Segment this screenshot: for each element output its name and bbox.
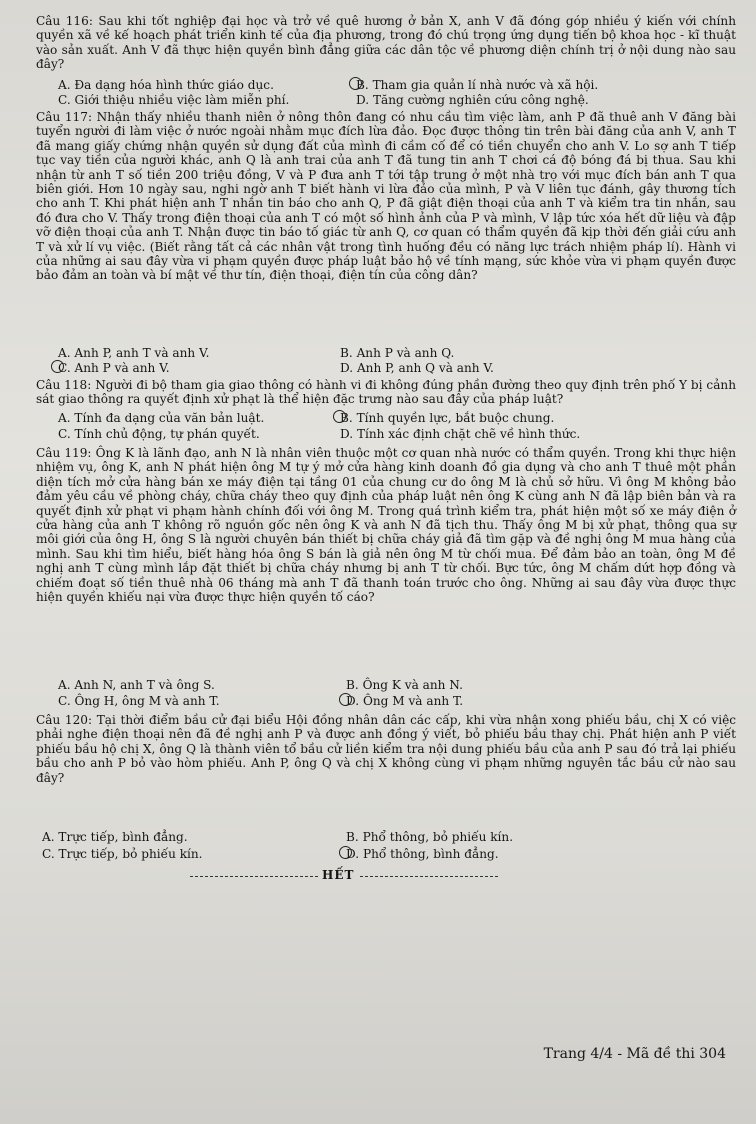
q117-option-c: C. Anh P và anh V. [58,361,170,375]
q117-option-a: A. Anh P, anh T và anh V. [58,346,210,360]
q120-option-d: D. Phổ thông, bình đẳng. [346,847,499,861]
question-116-stem: Câu 116: Sau khi tốt nghiệp đại học và trở về quê hương ở bản X, anh V đã đóng góp nhiều ý kiến với chính quyền xã về kế hoạch phát triển kinh tế của địa phương, trong đó chú trọng ứng dụng tiến bộ khoa học - kĩ thuật vào sản xuất. Anh V đã thực hiện quyền bình đẳng giữa các dân tộc về phương diện chính trị ở nội dung nào sau đây? [36,14,736,72]
question-118-stem: Câu 118: Người đi bộ tham gia giao thông có hành vi đi không đúng phần đường theo quy định trên phố Y bị cảnh sát giao thông ra quyết định xử phạt là thể hiện đặc trưng nào sau đây của pháp luật? [36,378,736,407]
end-divider-right [360,876,498,877]
q117-option-d: D. Anh P, anh Q và anh V. [340,361,494,375]
q118-option-b: B. Tính quyền lực, bắt buộc chung. [340,411,555,425]
page-footer: Trang 4/4 - Mã đề thi 304 [543,1046,726,1062]
q118-option-a: A. Tính đa dạng của văn bản luật. [58,411,265,425]
end-divider-left [190,876,318,877]
q118-option-c: C. Tính chủ động, tự phán quyết. [58,427,260,441]
q116-answer-circle [349,77,362,90]
q119-option-a: A. Anh N, anh T và ông S. [58,678,215,692]
q120-option-b: B. Phổ thông, bỏ phiếu kín. [346,830,514,844]
q117-answer-circle [51,360,64,373]
q116-option-b: B. Tham gia quản lí nhà nước và xã hội. [356,78,599,92]
question-119-stem: Câu 119: Ông K là lãnh đạo, anh N là nhân viên thuộc một cơ quan nhà nước có thẩm quyền. Trong khi thực hiện nhiệm vụ, ông K, anh N phát hiện ông M tự ý mở cửa hàng kinh doanh đồ gia dụng và cho anh T thuê một phần diện tích mở cửa hàng bán xe máy điện tại tầng 01 của chung cư do ông M là chủ sở hữu. Vì ông M không bảo đảm yêu cầu về phòng cháy, chữa cháy theo quy định của pháp luật nên ông K cùng anh N đã lập biên bản và ra quyết định xử phạt vi phạm hành chính đối với ông M. Trong quá trình kiểm tra, phát hiện một số xe máy điện ở cửa hàng của anh T không rõ nguồn gốc nên ông K và anh N đã tịch thu. Thấy ông M bị xử phạt, thông qua sự môi giới của ông H, ông S là người chuyên bán thiết bị chữa cháy giả đã tìm gặp và đề nghị ông M mua hàng của mình. Sau khi tìm hiểu, biết hàng hóa ông S bán là giả nên ông M từ chối mua. Để đảm bảo an toàn, ông M đề nghị anh T cùng mình lắp đặt thiết bị chữa cháy nhưng bị anh T từ chối. Bực tức, ông M chấm dứt hợp đồng và chiếm đoạt số tiền thuê nhà 06 tháng mà anh T đã thanh toán trước cho ông. Những ai sau đây vừa được thực hiện quyền khiếu nại vừa được thực hiện quyền tố cáo? [36,446,736,605]
q116-option-a: A. Đa dạng hóa hình thức giáo dục. [58,78,274,92]
q119-option-c: C. Ông H, ông M và anh T. [58,694,220,708]
q116-option-c: C. Giới thiệu nhiều việc làm miễn phí. [58,93,290,107]
q119-option-b: B. Ông K và anh N. [346,678,463,692]
question-117-stem: Câu 117: Nhận thấy nhiều thanh niên ở nông thôn đang có nhu cầu tìm việc làm, anh P đã thuê anh V đăng bài tuyển người đi làm việc ở nước ngoài nhằm mục đích lừa đảo. Đọc được thông tin trên bài đăng của anh V, anh T đã mang giấy chứng nhận quyền sử dụng đất của mình đi cầm cố để có tiền chuyển cho anh V. Lo sợ anh T tiếp tục vay tiền của người khác, anh Q là anh trai của anh T đã tung tin anh T chơi cá độ bóng đá bị thua. Sau khi nhận từ anh T số tiền 200 triệu đồng, V và P đưa anh T tới tập trung ở một nhà trọ với mục đích bán anh T qua biên giới. Hơn 10 ngày sau, nghi ngờ anh T biết hành vi lừa đảo của mình, P và V liên tục đánh, gây thương tích cho anh T. Khi phát hiện anh T nhắn tin báo cho anh Q, P đã giật điện thoại của anh T và kiểm tra tin nhắn, sau đó đưa cho V. Thấy trong điện thoại của anh T có một số hình ảnh của P và mình, V lập tức xóa hết dữ liệu và đập vỡ điện thoại của anh T. Nhận được tin báo tố giác từ anh Q, cơ quan có thẩm quyền đã kịp thời đến giải cứu anh T và xử lí vụ việc. (Biết rằng tất cả các nhân vật trong tình huống đều có năng lực trách nhiệm pháp lí). Hành vi của những ai sau đây vừa vi phạm quyền được pháp luật bảo hộ về tính mạng, sức khỏe vừa vi phạm quyền được bảo đảm an toàn và bí mật về thư tín, điện thoại, điện tín của công dân? [36,110,736,283]
q120-option-a: A. Trực tiếp, bình đẳng. [42,830,188,844]
end-label: HẾT [322,868,355,882]
q120-answer-circle [339,846,352,859]
q117-option-b: B. Anh P và anh Q. [340,346,455,360]
question-120-stem: Câu 120: Tại thời điểm bầu cử đại biểu Hội đồng nhân dân các cấp, khi vừa nhận xong phiếu bầu, chị X có việc phải nghe điện thoại nên đã đề nghị anh P và được anh đồng ý viết, bỏ phiếu bầu thay chị. Phát hiện anh P viết phiếu bầu hộ chị X, ông Q là thành viên tổ bầu cử liền kiểm tra nội dung phiếu bầu của anh P sau đó trả lại phiếu bầu cho anh P bỏ vào hòm phiếu. Anh P, ông Q và chị X không cùng vi phạm những nguyên tắc bầu cử nào sau đây? [36,713,736,785]
q116-option-d: D. Tăng cường nghiên cứu công nghệ. [356,93,589,107]
q119-option-d: D. Ông M và anh T. [346,694,464,708]
q119-answer-circle [339,693,352,706]
q118-option-d: D. Tính xác định chặt chẽ về hình thức. [340,427,581,441]
q120-option-c: C. Trực tiếp, bỏ phiếu kín. [42,847,203,861]
q118-answer-circle [333,410,346,423]
